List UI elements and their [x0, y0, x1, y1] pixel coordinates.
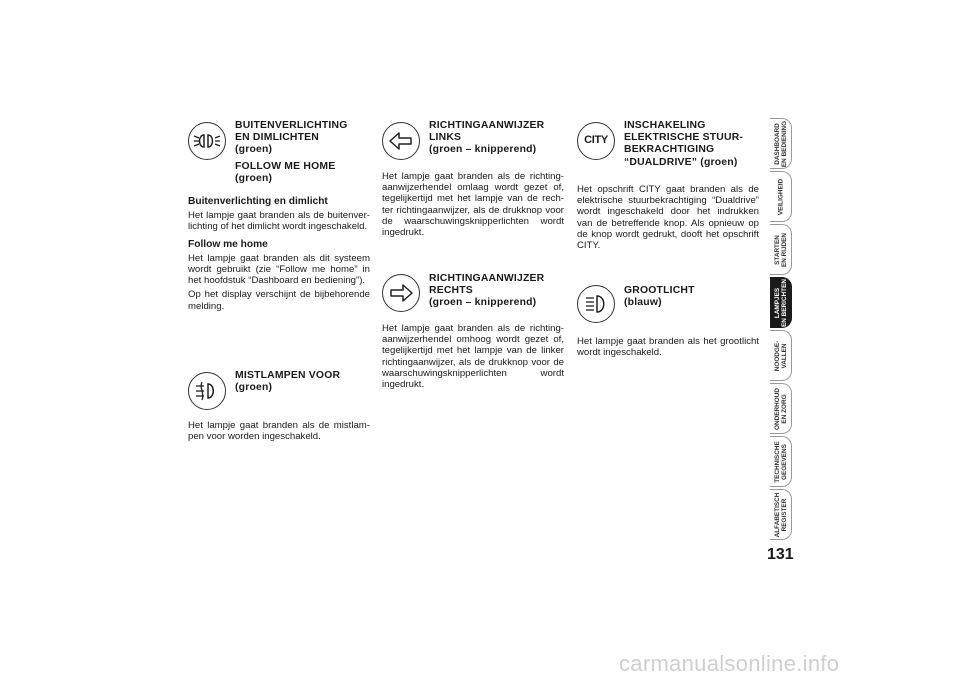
section-title-richting-rechts: RICHTINGAANWIJZER RECHTS (groen – knipperend) [429, 273, 545, 309]
front-fog-light-icon [188, 372, 226, 410]
tab-onderhoud[interactable]: ONDERHOUD EN ZORG [770, 383, 792, 434]
page-number: 131 [767, 546, 794, 563]
watermark: carmanualsonline.info [619, 651, 840, 676]
paragraph: Het lampje gaat branden als de buitenver-lichting of het dimlicht wordt ingeschakeld. [188, 210, 370, 233]
section-title-mistlampen: MISTLAMPEN VOOR (groen) [235, 370, 341, 394]
section-body-richting-links [382, 171, 564, 241]
turn-signal-left-icon [382, 122, 420, 160]
high-beam-icon [577, 285, 615, 323]
paragraph: Op het display verschijnt de bijbehorende melding. [188, 289, 370, 312]
paragraph: Het lampje gaat branden als het grootlicht wordt ingeschakeld. [577, 336, 759, 359]
turn-signal-right-icon [382, 274, 420, 312]
tab-dashboard[interactable]: DASHBOARD EN BEDIENING [770, 118, 792, 169]
paragraph: Het lampje gaat branden als de richting-aanwijzerhendel omhoog wordt gezet of, tegelijkertijd met het lampje van de linker richtingaanwijzer, als de drukknop voor de waarschuwingsknipperlichten wordt ingedrukt. [382, 323, 564, 391]
section-body-buitenverlichting [188, 196, 370, 315]
tab-noodgevallen[interactable]: NOODGE- VALLEN [770, 330, 792, 381]
section-title-dualdrive: INSCHAKELING ELEKTRISCHE STUUR- BEKRACHTIGING “DUALDRIVE” (groen) [624, 120, 744, 168]
paragraph: Het opschrift CITY gaat branden als de elektrische stuurbekrachtiging “Dualdrive” wordt ingeschakeld door het indrukken van de betreffende knop. Als opnieuw op de knop wordt gedrukt, dooft het opschrift CITY. [577, 184, 759, 252]
section-body-dualdrive [577, 184, 759, 254]
low-beam-headlight-icon [188, 122, 226, 160]
tab-lampjes[interactable]: LAMPJES EN BERICHTEN [770, 277, 792, 328]
tab-register[interactable]: ALFABETISCH REGISTER [770, 489, 792, 540]
subheading: Follow me home [188, 238, 268, 250]
tab-technische[interactable]: TECHNISCHE GEGEVENS [770, 436, 792, 487]
tab-starten[interactable]: STARTEN EN RIJDEN [770, 224, 792, 275]
section-title-buitenverlichting: BUITENVERLICHTING EN DIMLICHTEN (groen) FOLLOW ME HOME (groen) [235, 120, 348, 184]
subheading: Buitenverlichting en dimlicht [188, 196, 328, 207]
paragraph: Het lampje gaat branden als de mistlam-pen voor worden ingeschakeld. [188, 420, 370, 443]
section-body-richting-rechts [382, 323, 564, 393]
paragraph: Het lampje gaat branden als de richting-aanwijzerhendel omlaag wordt gezet of, tegelijkertijd met het lampje van de rech-ter richtingaanwijzer, als de drukknop voor de waarschuwingsknipperlichten wordt ingedrukt. [382, 171, 564, 239]
paragraph: Het lampje gaat branden als dit systeem wordt gebruikt (zie “Follow me home” in het hoofdstuk “Dashboard en bediening”). [188, 252, 370, 287]
section-title-richting-links: RICHTINGAANWIJZER LINKS (groen – knipperend) [429, 120, 545, 156]
tab-veiligheid[interactable]: VEILIGHEID [770, 171, 792, 222]
section-body-mistlampen [188, 420, 370, 445]
section-body-grootlicht [577, 336, 759, 361]
city-steering-icon [577, 122, 615, 160]
city-icon-text: CITY [584, 134, 608, 147]
section-title-grootlicht: GROOTLICHT (blauw) [624, 285, 695, 309]
